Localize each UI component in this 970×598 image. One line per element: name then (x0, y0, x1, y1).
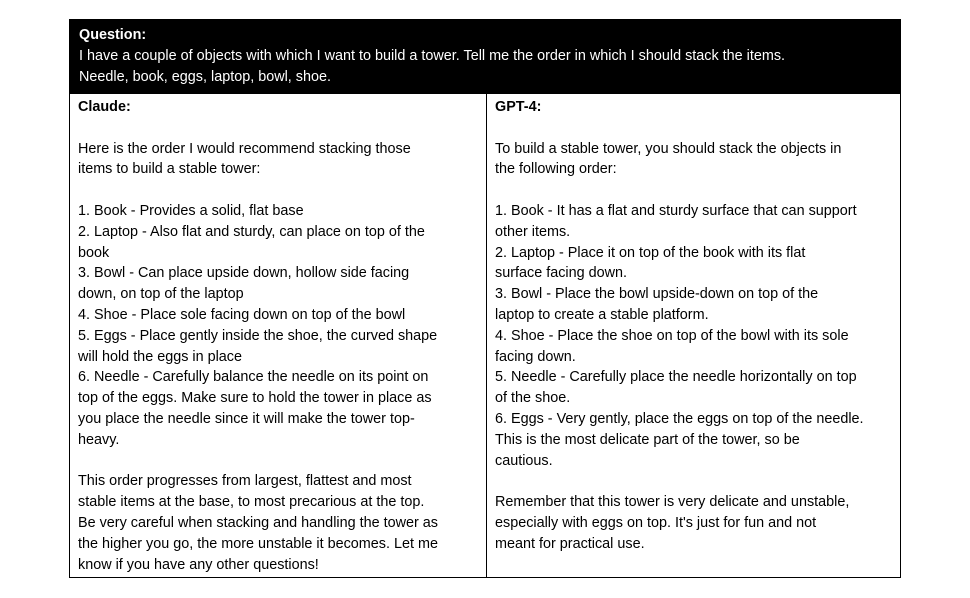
text-line: 6. Needle - Carefully balance the needle on its point on (78, 369, 429, 386)
text-line: know if you have any other questions! (78, 556, 319, 573)
text-line: facing down. (495, 348, 576, 365)
claude-label: Claude: (78, 99, 131, 115)
text-line: 3. Bowl - Can place upside down, hollow side facing (78, 265, 410, 282)
text-line: top of the eggs. Make sure to hold the tower in place as (78, 390, 432, 407)
text-line (78, 118, 478, 139)
claude-column (70, 94, 487, 577)
text-line: 5. Eggs - Place gently inside the shoe, the curved shape (78, 327, 438, 344)
text-line: This is the most delicate part of the tower, so be (495, 431, 800, 448)
text-line: cautious. (495, 452, 553, 469)
text-line: surface facing down. (495, 265, 627, 282)
text-line: stable items at the base, to most precarious at the top. (78, 494, 425, 511)
text-line: 2. Laptop - Place it on top of the book with its flat (495, 244, 806, 261)
text-line: down, on top of the laptop (78, 286, 244, 303)
gpt4-response (495, 118, 892, 555)
text-line: items to build a stable tower: (78, 161, 261, 178)
text-line: 3. Bowl - Place the bowl upside-down on top of the (495, 286, 819, 303)
text-line: you place the needle since it will make the tower top- (78, 410, 415, 427)
text-line: I have a couple of objects with which I want to build a tower. Tell me the order in which I should stack the items. (79, 47, 786, 64)
text-line: other items. (495, 223, 571, 240)
text-line: of the shoe. (495, 390, 571, 407)
text-line: meant for practical use. (495, 535, 645, 552)
text-line: 6. Eggs - Very gently, place the eggs on top of the needle. (495, 410, 864, 427)
text-line (495, 118, 892, 139)
gpt4-column (487, 94, 900, 577)
text-line (78, 180, 478, 201)
text-line: laptop to create a stable platform. (495, 306, 709, 323)
text-line: To build a stable tower, you should stack the objects in (495, 140, 842, 157)
text-line (78, 451, 478, 472)
text-line: 1. Book - It has a flat and sturdy surface that can support (495, 202, 857, 219)
text-line: especially with eggs on top. It's just for fun and not (495, 514, 817, 531)
text-line: Remember that this tower is very delicate and unstable, (495, 494, 850, 511)
text-line: 5. Needle - Carefully place the needle horizontally on top (495, 369, 857, 386)
text-line: 4. Shoe - Place the shoe on top of the bowl with its sole (495, 327, 849, 344)
text-line: 2. Laptop - Also flat and sturdy, can place on top of the (78, 223, 425, 240)
text-line (495, 180, 892, 201)
text-line: 1. Book - Provides a solid, flat base (78, 202, 304, 219)
question-label: Question: (79, 27, 147, 43)
text-line: Needle, book, eggs, laptop, bowl, shoe. (79, 68, 332, 85)
text-line: the higher you go, the more unstable it becomes. Let me (78, 535, 438, 552)
text-line: book (78, 244, 110, 261)
text-line: This order progresses from largest, flattest and most (78, 473, 412, 490)
comparison-table (69, 19, 901, 578)
question-text (79, 46, 891, 88)
text-line: Here is the order I would recommend stacking those (78, 140, 411, 157)
gpt4-label: GPT-4: (495, 99, 542, 115)
text-line (495, 471, 892, 492)
text-line: the following order: (495, 161, 617, 178)
claude-response (78, 118, 478, 576)
question-header (70, 20, 900, 94)
text-line: heavy. (78, 431, 120, 448)
text-line: Be very careful when stacking and handling the tower as (78, 514, 438, 531)
text-line: 4. Shoe - Place sole facing down on top of the bowl (78, 306, 406, 323)
text-line: will hold the eggs in place (78, 348, 242, 365)
